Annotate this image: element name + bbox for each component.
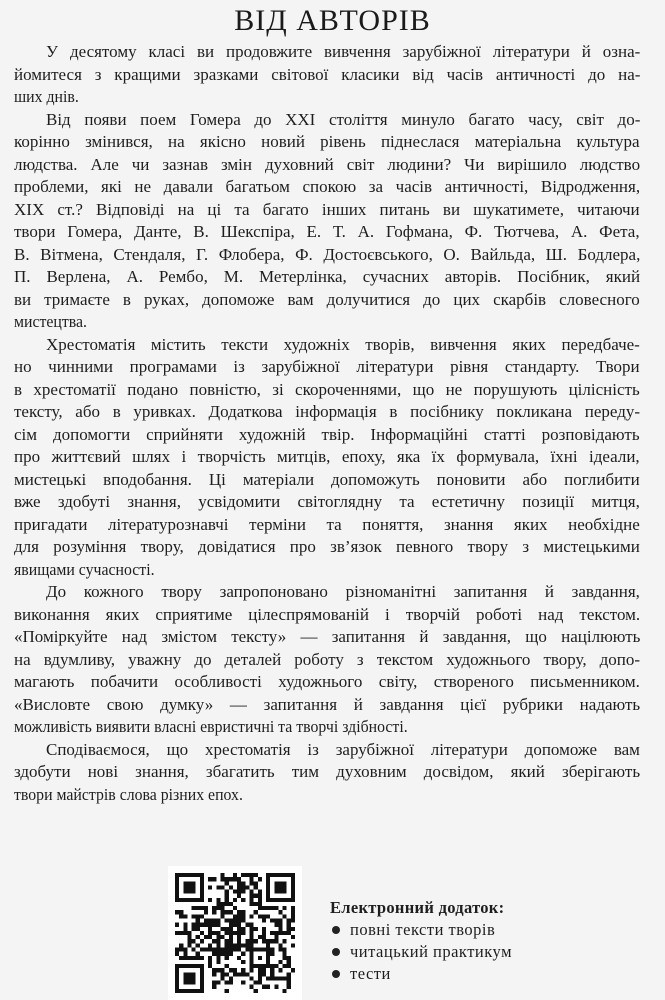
text-line xyxy=(14,356,640,379)
text-line-content: на вдумливу, уважну до деталей роботу з текстом художнього твору, допо- xyxy=(14,649,641,669)
text-line-content: про життєвий шлях і творчість митців, епоху, яка їх формувала, їхні ідеали, xyxy=(14,447,640,466)
text-line xyxy=(14,671,640,694)
text-line-content: сім допомогти сприйняти художній твір. Інформаційні статті розповідають xyxy=(14,424,640,444)
text-line-content: XIX ст.? Відповіді на ці та багато інших питань ви шукатимете, читаючи xyxy=(14,199,640,219)
text-line-content: Хрестоматія містить тексти художніх творів, вивчення яких передбаче- xyxy=(46,334,640,354)
paragraph xyxy=(14,109,640,334)
text-line xyxy=(14,266,640,289)
text-line xyxy=(14,64,640,87)
bullet-dot-icon xyxy=(332,948,340,956)
text-line xyxy=(14,289,640,312)
text-line-content: явищами сучасності. xyxy=(14,559,155,579)
text-line xyxy=(14,311,640,334)
text-line-content: твори Гомера, Данте, В. Шекспіра, Е. Т. А. Гофмана, Ф. Тютчева, А. Фета, xyxy=(14,222,640,241)
text-line-content: виконання яких сприятиме цілеспрямованій і творчій роботі над текстом. xyxy=(14,604,641,624)
supplement-title: Електронний додаток: xyxy=(330,898,505,917)
text-line xyxy=(14,581,640,604)
text-line-content: в хрестоматії подано повністю, зі скороченнями, що не порушують цілісність xyxy=(14,379,640,399)
text-line-content: людства. Але чи зазнав змін духовний світ людини? Чи вирішило людство xyxy=(14,154,641,174)
text-line xyxy=(14,334,640,357)
bullet-dot-icon xyxy=(332,970,340,978)
text-line-content: «Поміркуйте над змістом тексту» — запитання й завдання, що націлюють xyxy=(14,627,641,646)
electronic-supplement xyxy=(330,897,650,985)
text-line xyxy=(14,424,640,447)
text-line xyxy=(14,109,640,132)
supplement-item-label: тести xyxy=(350,964,391,983)
text-line xyxy=(14,176,640,199)
text-line xyxy=(14,626,640,649)
text-line xyxy=(14,446,640,469)
body-text xyxy=(14,41,640,806)
text-line xyxy=(14,199,640,222)
text-line-content: можливість виявити власні евристичні та творчі здібності. xyxy=(14,717,408,736)
text-line xyxy=(14,469,640,492)
qr-code xyxy=(168,866,302,1000)
paragraph xyxy=(14,581,640,739)
text-line-content: П. Верлена, А. Рембо, М. Метерлінка, сучасних авторів. Посібник, який xyxy=(14,267,641,286)
text-line xyxy=(14,716,640,739)
text-line-content: ших днів. xyxy=(14,87,79,106)
text-line-content: йомитеся з кращими зразками світової класики від часів античності до на- xyxy=(14,64,641,84)
text-line xyxy=(14,86,640,109)
text-line-content: Від появи поем Гомера до XXI століття минуло багато часу, світ до- xyxy=(46,109,641,129)
text-line-content: «Висловте свою думку» — запитання й завдання цієї рубрики надають xyxy=(14,694,641,714)
text-line xyxy=(14,401,640,424)
supplement-item-label: повні тексти творів xyxy=(350,920,496,939)
text-line-content: пригадати літературознавчі терміни та поняття, знання яких необхідне xyxy=(14,514,640,534)
text-line-content: вже здобуті знання, усвідомити світоглядну та естетичну позиції митця, xyxy=(14,492,640,511)
paragraph xyxy=(14,334,640,582)
text-line-content: твори майстрів слова різних епох. xyxy=(14,784,243,804)
text-line xyxy=(14,379,640,402)
text-line-content: мистецькі вподобання. Ці матеріали допоможуть поновити або поглибити xyxy=(14,469,640,489)
qr-code-icon xyxy=(175,873,295,993)
supplement-list xyxy=(330,919,650,985)
page-title: ВІД АВТОРІВ xyxy=(234,4,431,37)
text-line-content: корінно змінився, на якісно новий рівень піднеслася матеріальна культура xyxy=(14,132,640,151)
text-line-content: У десятому класі ви продовжите вивчення зарубіжної літератури й озна- xyxy=(46,42,641,61)
text-line-content: здобути нові знання, збагатить тим духовним досвідом, який зберігають xyxy=(14,762,641,781)
text-line xyxy=(14,761,640,784)
text-line-content: тексту, або в уривках. Додаткова інформація в посібнику покликана переду- xyxy=(14,402,641,421)
text-line xyxy=(14,536,640,559)
text-line xyxy=(14,41,640,64)
text-line xyxy=(14,604,640,627)
text-line xyxy=(14,221,640,244)
text-line-content: До кожного твору запропоновано різноманітні запитання й завдання, xyxy=(46,582,640,601)
text-line xyxy=(14,154,640,177)
supplement-item-label: читацький практикум xyxy=(350,942,513,961)
supplement-item xyxy=(330,919,650,941)
supplement-item xyxy=(330,963,650,985)
text-line xyxy=(14,559,640,582)
text-line-content: проблеми, які не давали багатьом спокою за часів античності, Відродження, xyxy=(14,177,641,196)
text-line-content: В. Вітмена, Стендаля, Г. Флобера, Ф. Достоєвського, О. Вайльда, Ш. Бодлера, xyxy=(14,244,641,264)
text-line xyxy=(14,739,640,762)
paragraph xyxy=(14,41,640,109)
text-line-content: Сподіваємося, що хрестоматія із зарубіжної літератури допоможе вам xyxy=(46,739,640,759)
paragraph xyxy=(14,739,640,807)
supplement-item xyxy=(330,941,650,963)
text-line xyxy=(14,784,640,807)
text-line-content: магають побачити особливості художнього світу, створеного письменником. xyxy=(14,672,640,691)
text-line xyxy=(14,244,640,267)
text-line xyxy=(14,491,640,514)
text-line-content: но чинними програмами із зарубіжної літератури рівня стандарту. Твори xyxy=(14,357,640,376)
text-line xyxy=(14,694,640,717)
text-line-content: для розуміння твору, довідатися про зв’язок певного твору з мистецькими xyxy=(14,537,640,556)
bullet-dot-icon xyxy=(332,926,340,934)
text-line-content: мистецтва. xyxy=(14,312,88,331)
text-line xyxy=(14,131,640,154)
text-line-content: ви тримаєте в руках, допоможе вам долучитися до цих скарбів словесного xyxy=(14,289,640,309)
text-line xyxy=(14,649,640,672)
text-line xyxy=(14,514,640,537)
